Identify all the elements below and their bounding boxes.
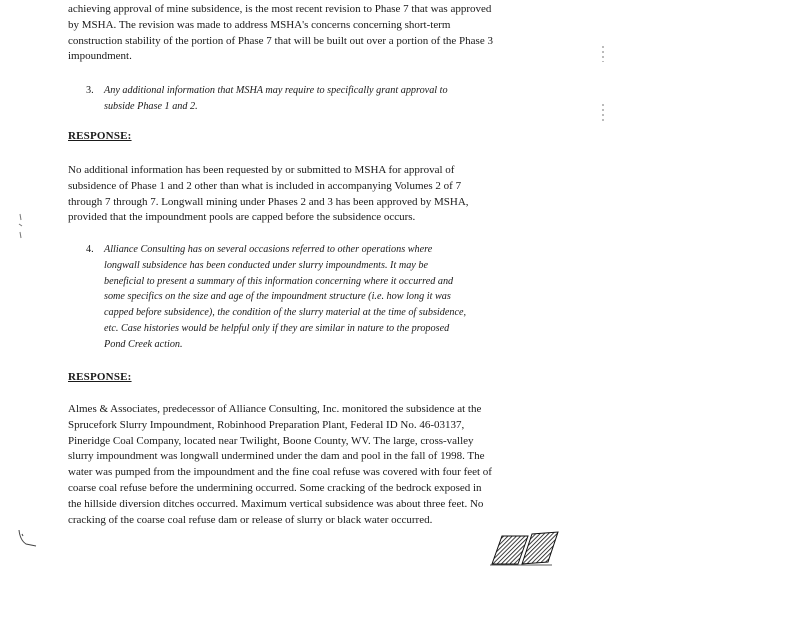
item-line: longwall subsidence has been conducted under slurry impoundments. It may be	[104, 259, 428, 271]
item-line: Pond Creek action.	[104, 338, 183, 350]
intro-paragraph	[68, 2, 538, 65]
response-line: No additional information has been requested by or submitted to MSHA for approval of	[68, 164, 455, 176]
item-line: capped before subsidence), the condition of the slurry material at the time of subsidence,	[104, 307, 467, 319]
intro-line: construction stability of the portion of Phase 7 that will be built out over a portion of the Phase 3	[68, 34, 493, 47]
response-line: slurry impoundment was longwall undermined under the dam and pool in the fall of 1998. The	[68, 450, 485, 463]
response-line: through 7 through 7. Longwall mining under Phases 2 and 3 has been approved by MSHA,	[68, 195, 469, 208]
response-line: subsidence of Phase 1 and 2 other than what is included in accompanying Volumes 2 of 7	[68, 179, 462, 192]
intro-line: achieving approval of mine subsidence, is the most recent revision to Phase 7 that was approved	[68, 3, 492, 15]
intro-line: by MSHA. The revision was made to address MSHA's concerns concerning short-term	[68, 18, 451, 31]
item-3	[86, 83, 546, 115]
response-heading: RESPONSE:	[68, 130, 132, 142]
intro-line: impoundment.	[68, 50, 132, 63]
response-1-paragraph	[68, 163, 538, 226]
response-line: the hillside diversion ditches occurred. Maximum vertical subsidence was about three feet. No	[68, 497, 484, 510]
item-4	[86, 242, 546, 353]
item-line: subside Phase 1 and 2.	[104, 100, 198, 112]
margin-speck-icon	[600, 44, 606, 124]
item-number: 3.	[86, 85, 94, 96]
item-line: some specifics on the size and age of the impoundment structure (i.e. how long it was	[104, 291, 451, 303]
response-line: provided that the impoundment pools are capped before the subsidence occurs.	[68, 211, 416, 224]
item-number: 4.	[86, 244, 94, 255]
item-line: beneficial to present a summary of this information concerning where it occurred and	[104, 275, 454, 287]
response-line: coarse coal refuse before the undermining occurred. Some cracking of the bedrock exposed in	[68, 481, 482, 494]
response-2-paragraph	[68, 402, 538, 528]
margin-speck-icon	[14, 212, 28, 242]
response-line: Pineridge Coal Company, located near Twilight, Boone County, WV. The large, cross-valley	[68, 434, 474, 447]
item-line: Any additional information that MSHA may require to specifically grant approval to	[104, 85, 448, 96]
response-line: cracking of the coarse coal refuse dam or release of slurry or black water occurred.	[68, 513, 433, 526]
response-heading: RESPONSE:	[68, 371, 132, 383]
stamp-logo-icon	[488, 530, 562, 566]
item-line: etc. Case histories would be helpful only if they are similar in nature to the proposed	[104, 322, 450, 334]
response-line: Almes & Associates, predecessor of Alliance Consulting, Inc. monitored the subsidence at the	[68, 403, 482, 415]
margin-curl-icon	[16, 528, 38, 550]
response-line: water was pumped from the impoundment and the fine coal refuse was covered with four feet of	[68, 466, 492, 479]
response-line: Sprucefork Slurry Impoundment, Robinhood Preparation Plant, Federal ID No. 46-03137,	[68, 418, 465, 431]
item-line: Alliance Consulting has on several occasions referred to other operations where	[104, 244, 433, 255]
